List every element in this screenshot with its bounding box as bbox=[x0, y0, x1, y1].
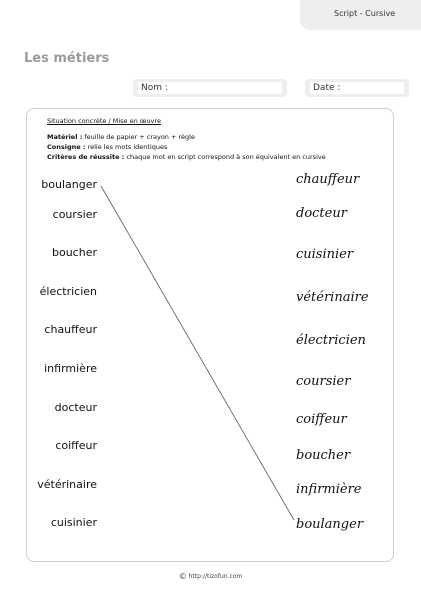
script-word[interactable]: coursier bbox=[52, 208, 97, 221]
script-word[interactable]: électricien bbox=[39, 285, 97, 298]
cursive-word[interactable]: électricien bbox=[296, 333, 366, 348]
cursive-word[interactable]: chauffeur bbox=[296, 172, 360, 187]
criteres-text: chaque mot en script correspond à son équivalent en cursive bbox=[124, 153, 326, 161]
cursive-word[interactable]: boucher bbox=[296, 448, 351, 463]
cursive-word[interactable]: infirmière bbox=[296, 482, 362, 497]
script-word[interactable]: boucher bbox=[52, 246, 97, 259]
cursive-word[interactable]: boulanger bbox=[296, 517, 364, 532]
script-word[interactable]: boulanger bbox=[41, 178, 97, 191]
materiel-label: Matériel : bbox=[47, 133, 83, 141]
script-word[interactable]: cuisinier bbox=[50, 516, 97, 529]
script-word[interactable]: chauffeur bbox=[44, 323, 97, 336]
script-word[interactable]: vétérinaire bbox=[37, 478, 97, 491]
page-title: Les métiers bbox=[24, 51, 110, 66]
cursive-word[interactable]: coiffeur bbox=[296, 412, 347, 427]
script-word[interactable]: coiffeur bbox=[55, 439, 97, 452]
situation-heading: Situation concrète / Mise en œuvre bbox=[47, 117, 161, 125]
script-word[interactable]: docteur bbox=[54, 401, 97, 414]
date-field-label: Date : bbox=[310, 82, 404, 94]
footer bbox=[0, 572, 421, 581]
tab-label: Script - Cursive bbox=[334, 9, 396, 18]
footer-url[interactable]: http://tizofun.com bbox=[188, 573, 243, 580]
consigne-label: Consigne : bbox=[47, 143, 86, 151]
copyright-icon: © bbox=[178, 572, 187, 581]
script-word[interactable]: infirmière bbox=[44, 362, 97, 375]
name-field-label: Nom : bbox=[138, 82, 282, 94]
cursive-word[interactable]: docteur bbox=[296, 206, 347, 221]
cursive-word[interactable]: coursier bbox=[296, 374, 351, 389]
materiel-text: feuille de papier + crayon + règle bbox=[82, 133, 195, 141]
criteres-label: Critères de réussite : bbox=[47, 153, 125, 161]
consigne-text: relie les mots identiques bbox=[85, 143, 168, 151]
cursive-word[interactable]: vétérinaire bbox=[296, 290, 369, 305]
cursive-word[interactable]: cuisinier bbox=[296, 247, 354, 262]
